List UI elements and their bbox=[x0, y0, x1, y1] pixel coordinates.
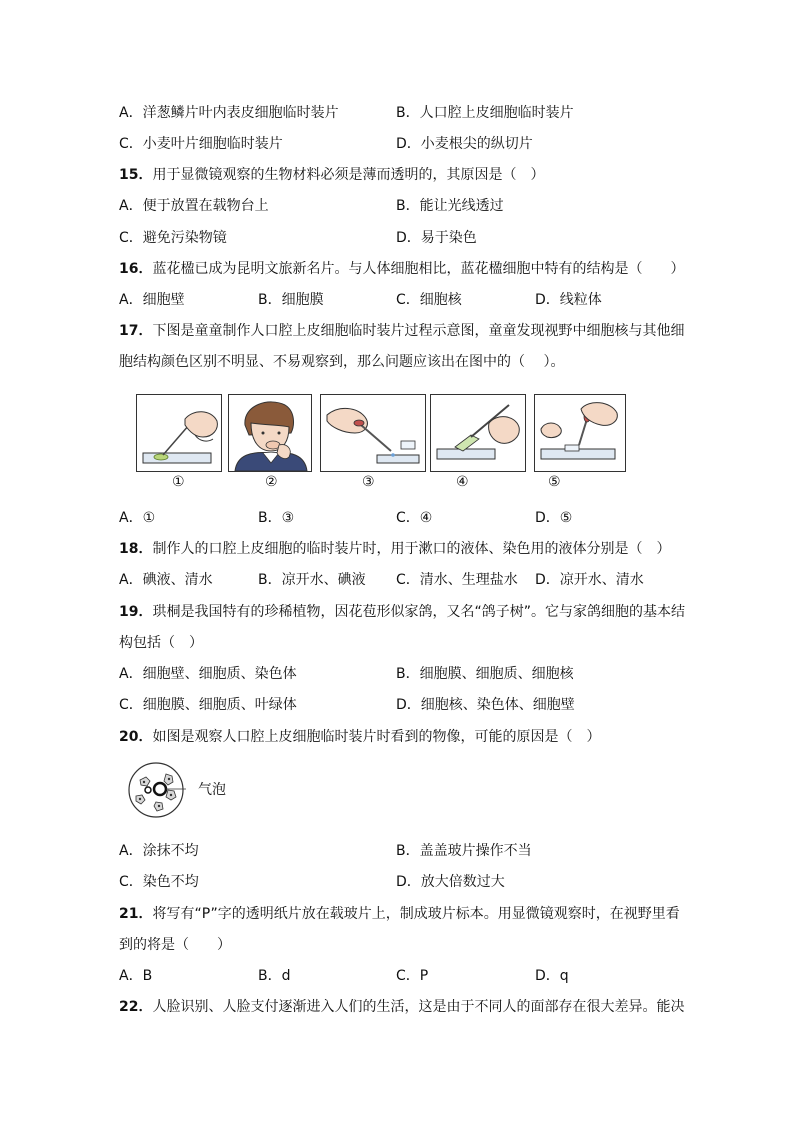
q19-number: 19． bbox=[119, 604, 153, 620]
q17-stem-line2: 胞结构颜色区别不明显、不易观察到，那么问题应该出在图中的（ ）。 bbox=[119, 354, 565, 370]
q21-stem-line2: 到的将是（ ） bbox=[119, 937, 231, 953]
q19-option-c: C．细胞膜、细胞质、叶绿体 bbox=[119, 697, 297, 713]
step-label-3: ③ bbox=[362, 474, 375, 490]
q14-option-a: A．洋葱鳞片叶内表皮细胞临时装片 bbox=[119, 105, 339, 121]
q21-option-a: A．B bbox=[119, 968, 153, 984]
q20-text: 如图是观察人口腔上皮细胞临时装片时看到的物像，可能的原因是（ ） bbox=[152, 729, 601, 745]
step-2-illustration bbox=[228, 394, 312, 472]
q15-option-a: A．便于放置在载物台上 bbox=[119, 198, 269, 214]
step-label-5: ⑤ bbox=[548, 474, 561, 490]
q14-option-b: B．人口腔上皮细胞临时装片 bbox=[396, 105, 574, 121]
q21-option-d: D．q bbox=[535, 968, 569, 984]
q20-stem bbox=[119, 728, 600, 746]
q21-option-c: C．P bbox=[396, 968, 429, 984]
q19-stem-line1 bbox=[119, 603, 685, 621]
q20-option-c: C．染色不均 bbox=[119, 874, 199, 890]
q20-number: 20． bbox=[119, 729, 153, 745]
q21-stem-line1 bbox=[119, 905, 680, 923]
q18-text: 制作人的口腔上皮细胞的临时装片时，用于漱口的液体、染色用的液体分别是（ ） bbox=[152, 541, 671, 557]
q15-option-c: C．避免污染物镜 bbox=[119, 230, 227, 246]
q18-option-b: B．凉开水、碘液 bbox=[258, 572, 366, 588]
q19-option-a: A．细胞壁、细胞质、染色体 bbox=[119, 666, 297, 682]
step-label-2: ② bbox=[265, 474, 278, 490]
dropper-slide-image bbox=[321, 395, 425, 471]
q15-option-d: D．易于染色 bbox=[396, 230, 477, 246]
q17-number: 17． bbox=[119, 323, 153, 339]
q18-option-d: D．凉开水、清水 bbox=[535, 572, 644, 588]
q14-option-c: C．小麦叶片细胞临时装片 bbox=[119, 136, 283, 152]
step-1-illustration bbox=[136, 394, 222, 472]
q21-number: 21． bbox=[119, 906, 153, 922]
q18-number: 18． bbox=[119, 541, 153, 557]
cover-slip-image bbox=[431, 395, 525, 471]
q21-option-b: B．d bbox=[258, 968, 291, 984]
q16-stem bbox=[119, 260, 684, 278]
q22-text: 人脸识别、人脸支付逐渐进入人们的生活，这是由于不同人的面部存在很大差异。能决 bbox=[152, 999, 685, 1015]
q19-stem-line2: 构包括（ ） bbox=[119, 635, 203, 651]
bubble-label: 气泡 bbox=[198, 782, 226, 798]
q20-option-b: B．盖盖玻片操作不当 bbox=[396, 843, 532, 859]
q15-number: 15． bbox=[119, 167, 153, 183]
rinse-mouth-boy-image bbox=[229, 395, 311, 471]
q16-option-c: C．细胞核 bbox=[396, 292, 462, 308]
smear-cells-image bbox=[137, 395, 221, 471]
q17-stem-line1 bbox=[119, 322, 684, 340]
q19-text-line1: 珙桐是我国特有的珍稀植物，因花苞形似家鸽，又名“鸽子树”。它与家鸽细胞的基本结 bbox=[152, 604, 685, 620]
q14-option-d: D．小麦根尖的纵切片 bbox=[396, 136, 533, 152]
q19-option-b: B．细胞膜、细胞质、细胞核 bbox=[396, 666, 574, 682]
q22-stem bbox=[119, 998, 684, 1016]
q16-text: 蓝花楹已成为昆明文旅新名片。与人体细胞相比，蓝花楹细胞中特有的结构是（ ） bbox=[152, 261, 685, 277]
q16-option-a: A．细胞壁 bbox=[119, 292, 185, 308]
step-label-1: ① bbox=[172, 474, 185, 490]
q16-option-d: D．线粒体 bbox=[535, 292, 602, 308]
q16-number: 16． bbox=[119, 261, 153, 277]
q19-option-d: D．细胞核、染色体、细胞壁 bbox=[396, 697, 575, 713]
stain-slide-image bbox=[535, 395, 625, 471]
microscope-field-figure bbox=[126, 760, 186, 820]
q21-text-line1: 将写有“P”字的透明纸片放在载玻片上，制成玻片标本。用显微镜观察时，在视野里看 bbox=[152, 906, 680, 922]
q15-stem bbox=[119, 166, 544, 184]
step-label-4: ④ bbox=[456, 474, 469, 490]
microscope-view-image bbox=[126, 760, 186, 820]
q17-option-d: D．⑤ bbox=[535, 510, 573, 526]
q15-text: 用于显微镜观察的生物材料必须是薄而透明的，其原因是（ ） bbox=[152, 167, 545, 183]
q20-option-d: D．放大倍数过大 bbox=[396, 874, 505, 890]
q16-option-b: B．细胞膜 bbox=[258, 292, 324, 308]
q17-text-line1: 下图是童童制作人口腔上皮细胞临时装片过程示意图，童童发现视野中细胞核与其他细 bbox=[152, 323, 685, 339]
q17-option-a: A．① bbox=[119, 510, 156, 526]
q17-option-b: B．③ bbox=[258, 510, 295, 526]
q18-option-c: C．清水、生理盐水 bbox=[396, 572, 518, 588]
step-5-illustration bbox=[534, 394, 626, 472]
q17-option-c: C．④ bbox=[396, 510, 433, 526]
step-4-illustration bbox=[430, 394, 526, 472]
q18-option-a: A．碘液、清水 bbox=[119, 572, 213, 588]
q22-number: 22． bbox=[119, 999, 153, 1015]
step-3-illustration bbox=[320, 394, 426, 472]
q18-stem bbox=[119, 540, 670, 558]
q20-option-a: A．涂抹不均 bbox=[119, 843, 199, 859]
q15-option-b: B．能让光线透过 bbox=[396, 198, 504, 214]
